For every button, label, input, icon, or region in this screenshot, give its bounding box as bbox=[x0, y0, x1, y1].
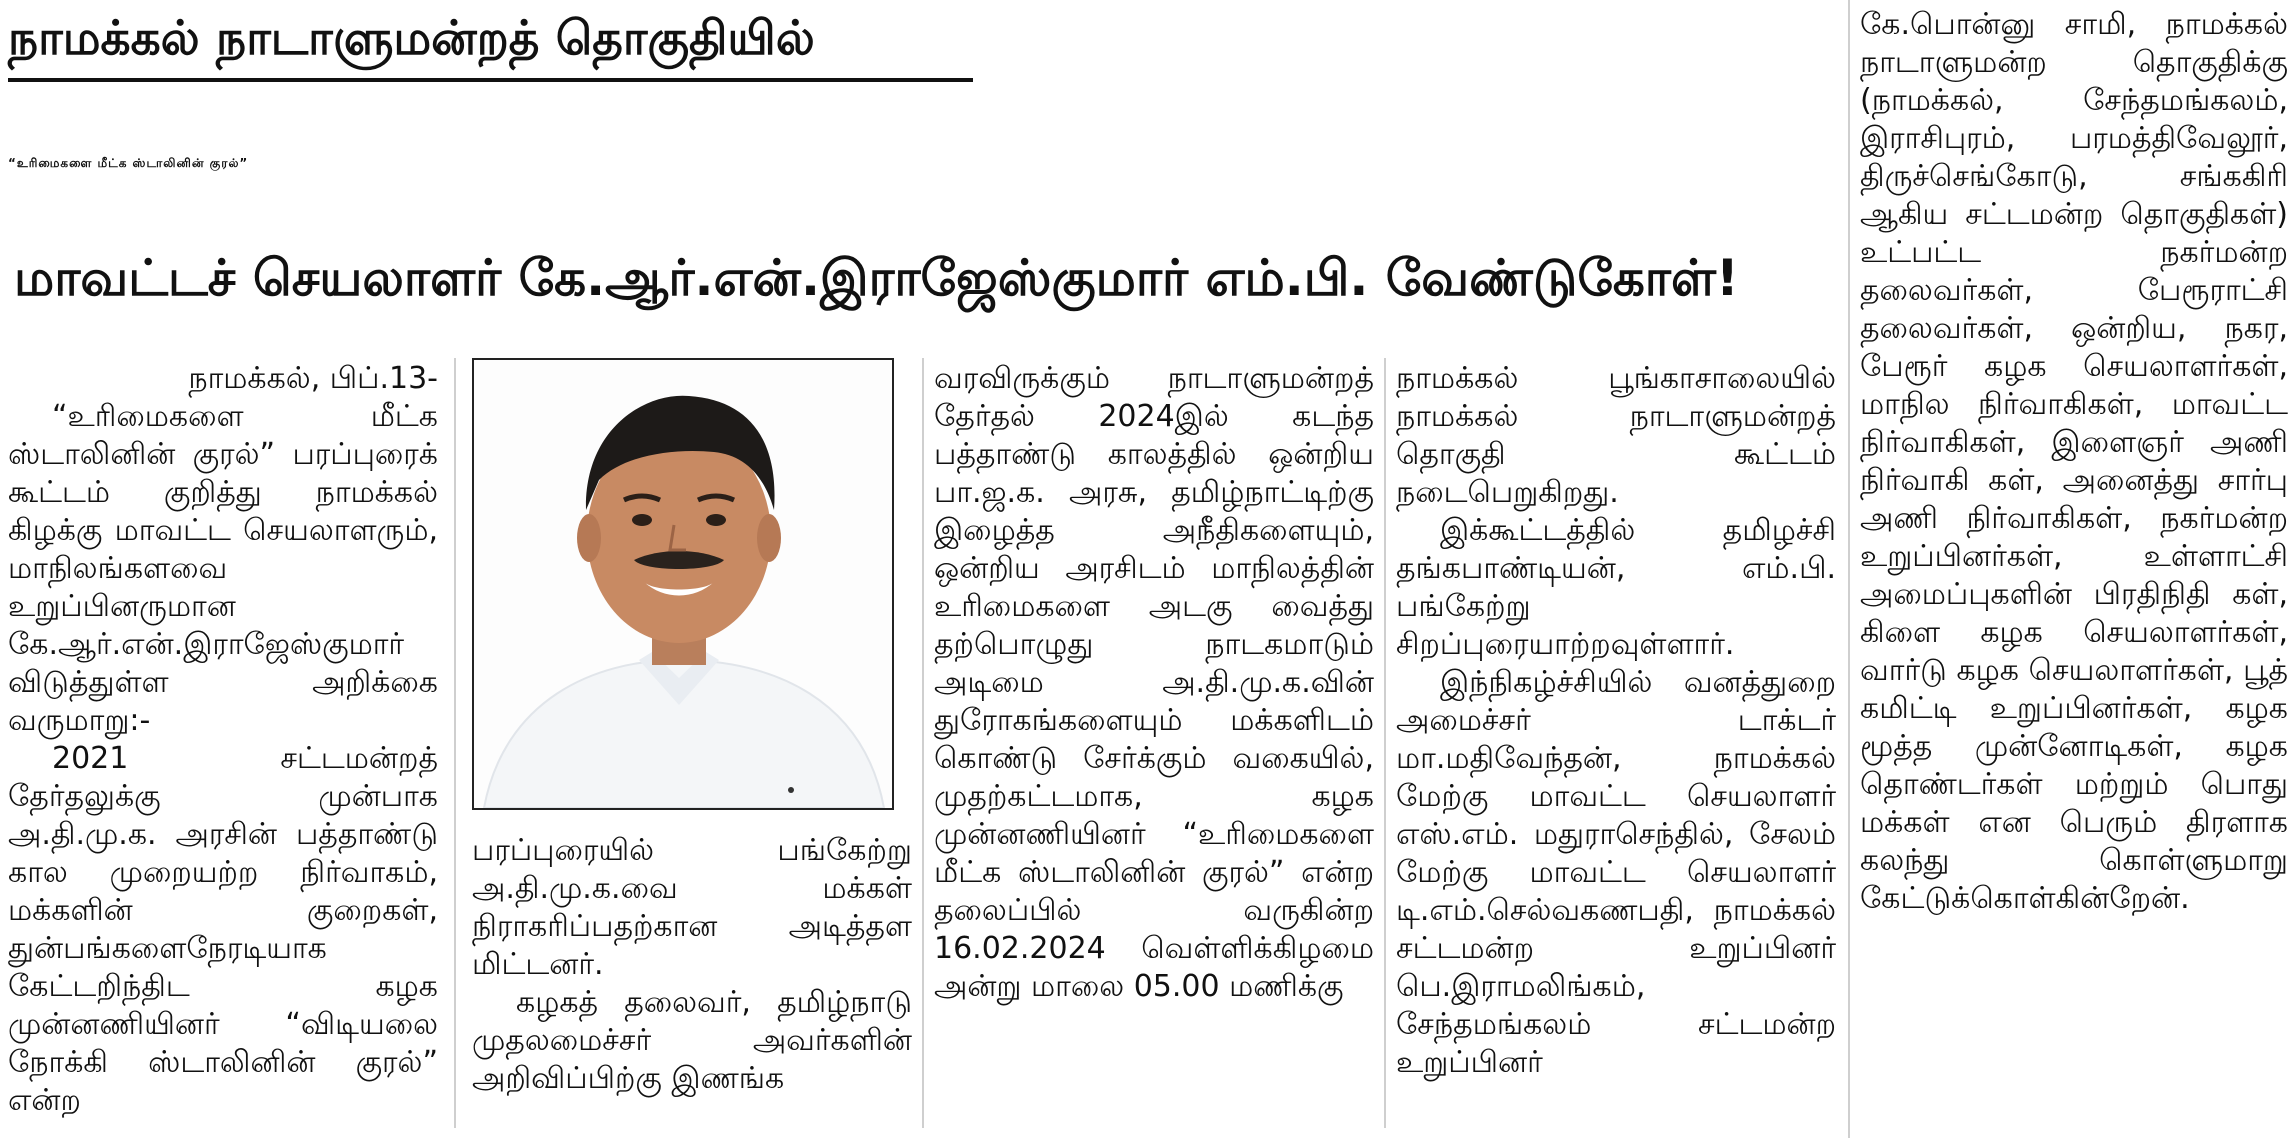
paragraph: 2021 சட்டமன்றத் தேர்தலுக்கு முன்பாக அ.தி.மு.க. அரசின் பத்தாண்டு கால முறையற்ற நிர்வாகம், மக்களின் குறைகள், துன்பங்களைநேரடியாக கேட்டறிந்திட கழக முன்னணியினர் “விடியலை நோக்கி ஸ்டாலினின் குரல்” என்ற bbox=[8, 741, 438, 1118]
article-subheading: மாவட்டச் செயலாளர் கே.ஆர்.என்.இராஜேஸ்குமார் எம்.பி. வேண்டுகோள்! bbox=[14, 249, 1739, 307]
paragraph: நாமக்கல் பூங்காசாலையில் நாமக்கல் நாடாளுமன்றத் தொகுதி கூட்டம் நடைபெறுகிறது. bbox=[1396, 361, 1836, 510]
article-column-5 bbox=[1860, 6, 2288, 918]
column-divider bbox=[922, 358, 924, 1128]
paragraph: இந்நிகழ்ச்சியில் வனத்துறை அமைச்சர் டாக்டர் மா.மதிவேந்தன், நாமக்கல் மேற்கு மாவட்ட செயலாளர் எஸ்.எம். மதுராசெந்தில், சேலம் மேற்கு மாவட்ட செயலாளர் டி.எம்.செல்வகணபதி, நாமக்கல் சட்டமன்ற உறுப்பினர் பெ.இராமலிங்கம், சேந்தமங்கலம் சட்டமன்ற உறுப்பினர் bbox=[1396, 665, 1836, 1080]
column-divider bbox=[1384, 358, 1386, 1128]
paragraph: “உரிமைகளை மீட்க ஸ்டாலினின் குரல்” பரப்புரைக் கூட்டம் குறித்து நாமக்கல் கிழக்கு மாவட்ட செயலாளரும், மாநிலங்களவை உறுப்பினருமான கே.ஆர்.என்.இராஜேஸ்குமார் விடுத்துள்ள அறிக்கை வருமாறு:- bbox=[8, 399, 438, 738]
article-column-2 bbox=[472, 832, 912, 1098]
article-kicker: நாமக்கல் நாடாளுமன்றத் தொகுதியில் bbox=[8, 11, 815, 66]
portrait-photo bbox=[472, 358, 894, 810]
article-column-4 bbox=[1396, 360, 1836, 1082]
paragraph: வரவிருக்கும் நாடாளுமன்றத் தேர்தல் 2024இல் கடந்த பத்தாண்டு காலத்தில் ஒன்றிய பா.ஜ.க. அரசு, தமிழ்நாட்டிற்கு இழைத்த அநீதிகளையும், ஒன்றிய அரசிடம் மாநிலத்தின் உரிமைகளை அடகு வைத்து தற்பொழுது நாடகமாடும் அடிமை அ.தி.மு.க.வின் துரோகங்களையும் மக்களிடம் கொண்டு சேர்க்கும் வகையில், முதற்கட்டமாக, கழக முன்னணியினர் “உரிமைகளை மீட்க ஸ்டாலினின் குரல்” என்ற தலைப்பில் வருகின்ற 16.02.2024 வெள்ளிக்கிழமை அன்று மாலை 05.00 மணிக்கு bbox=[934, 361, 1374, 1004]
paragraph: கே.பொன்னு சாமி, நாமக்கல் நாடாளுமன்ற தொகுதிக்கு (நாமக்கல், சேந்தமங்கலம், இராசிபுரம், பரமத்திவேலூர், திருச்செங்கோடு, சங்ககிரி ஆகிய சட்டமன்ற தொகுதிகள்) உட்பட்ட நகர்மன்ற தலைவர்கள், பேரூராட்சி தலைவர்கள், ஒன்றிய, நகர, பேரூர் கழக செயலாளர்கள், மாநில நிர்வாகிகள், மாவட்ட நிர்வாகிகள், இளைஞர் அணி நிர்வாகி கள், அனைத்து சார்பு அணி நிர்வாகிகள், நகர்மன்ற உறுப்பினர்கள், உள்ளாட்சி அமைப்புகளின் பிரதிநிதி கள், கிளை கழக செயலாளர்கள், வார்டு கழக செயலாளர்கள், பூத் கமிட்டி உறுப்பினர்கள், கழக மூத்த முன்னோடிகள், கழக தொண்டர்கள் மற்றும் பொது மக்கள் என பெரும் திரளாக கலந்து கொள்ளுமாறு கேட்டுக்கொள்கின்றேன். bbox=[1860, 7, 2288, 916]
article-column-3 bbox=[934, 360, 1374, 1006]
column-divider bbox=[1848, 0, 1850, 1138]
kicker-underline bbox=[8, 78, 973, 82]
paragraph: கழகத் தலைவர், தமிழ்நாடு முதலமைச்சர் அவர்களின் அறிவிப்பிற்கு இணங்க bbox=[472, 985, 912, 1096]
column-divider bbox=[454, 358, 456, 1128]
paragraph: இக்கூட்டத்தில் தமிழச்சி தங்கபாண்டியன், எம்.பி. பங்கேற்று சிறப்புரையாற்றவுள்ளார். bbox=[1396, 513, 1836, 662]
paragraph: பரப்புரையில் பங்கேற்று அ.தி.மு.க.வை மக்கள் நிராகரிப்பதற்கான அடித்தள மிட்டனர். bbox=[472, 833, 912, 982]
article-headline: “உரிமைகளை மீட்க ஸ்டாலினின் குரல்” bbox=[8, 156, 249, 170]
dateline: நாமக்கல், பிப்.13- bbox=[188, 361, 438, 396]
article-column-1 bbox=[8, 360, 438, 1120]
